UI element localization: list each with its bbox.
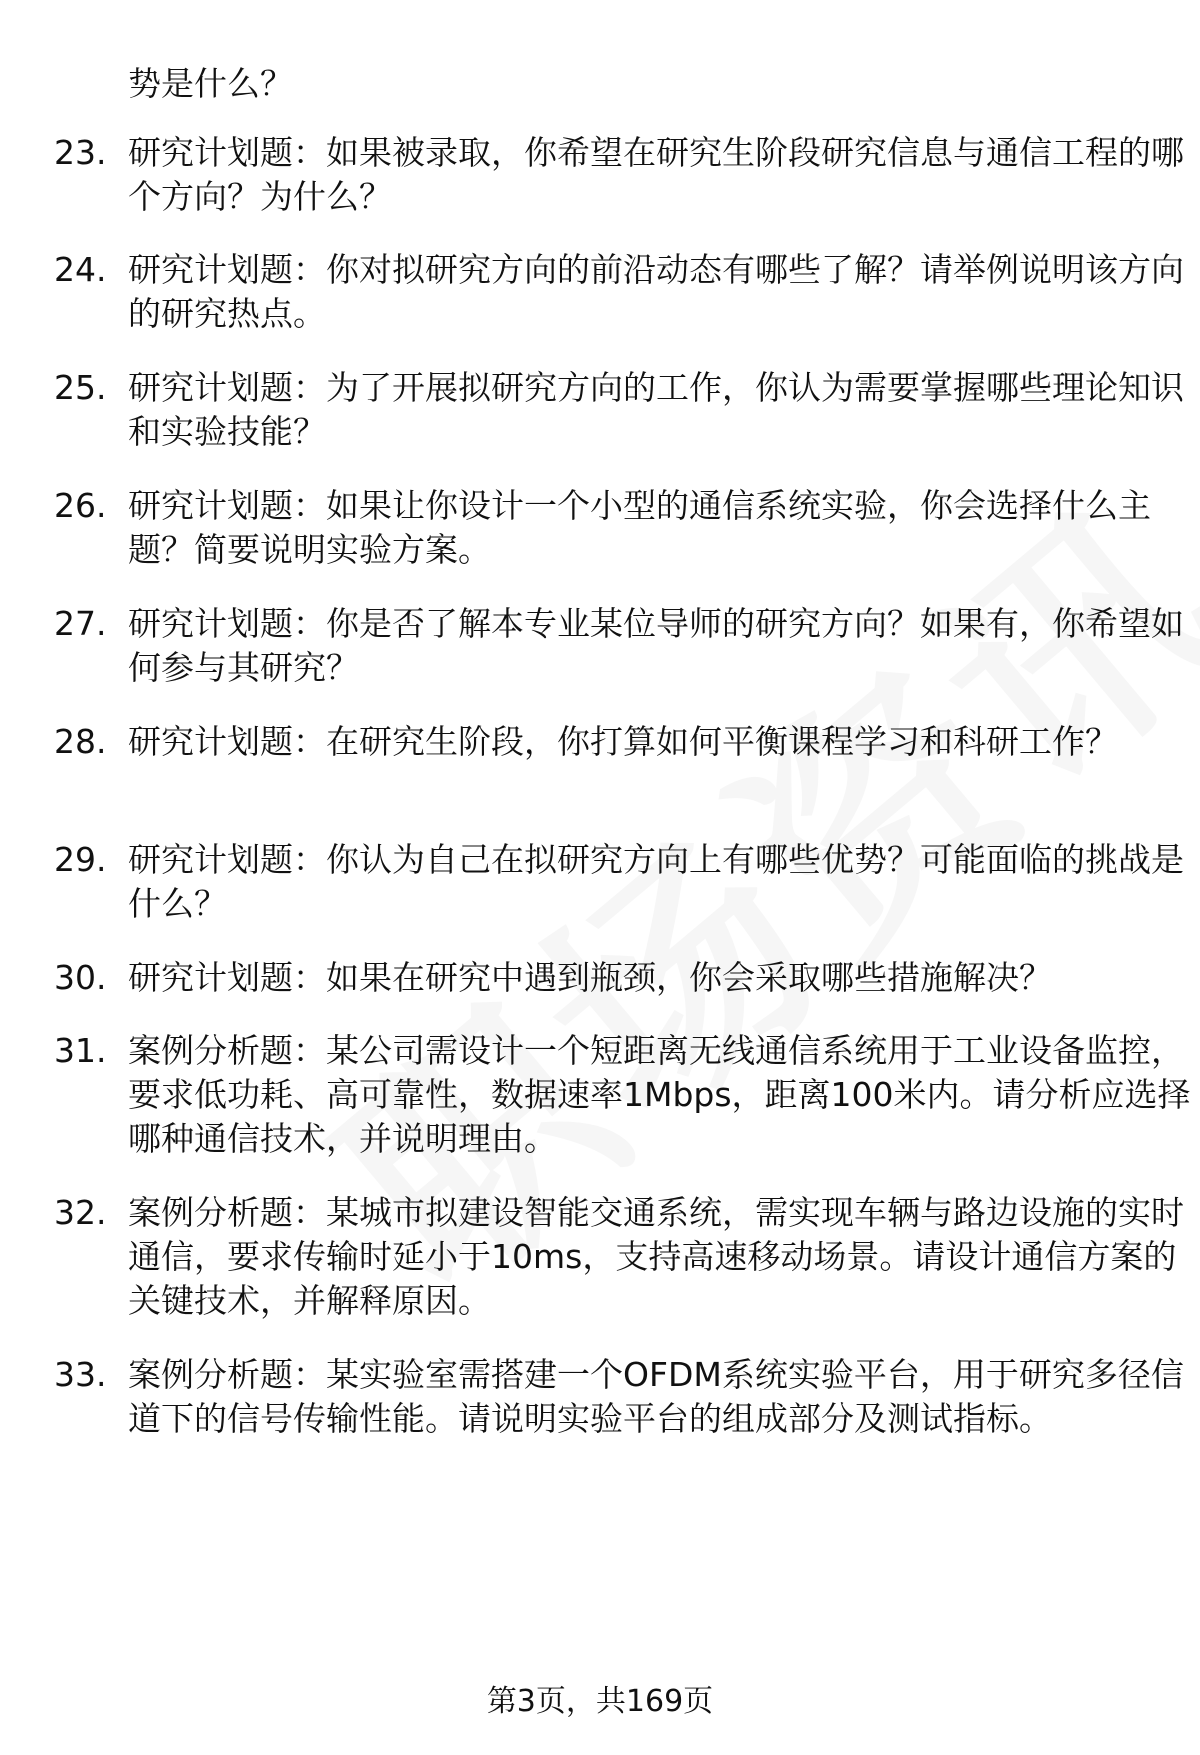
- item-text: 研究计划题：如果让你设计一个小型的通信系统实验，你会选择什么主题？简要说明实验方案。: [128, 486, 1151, 569]
- list-item: [54, 1029, 1191, 1161]
- item-number: 30.: [54, 958, 107, 997]
- item-text: 研究计划题：你对拟研究方向的前沿动态有哪些了解？请举例说明该方向的研究热点。: [128, 250, 1184, 333]
- list-item: [54, 1191, 1184, 1323]
- item-text: 研究计划题：你是否了解本专业某位导师的研究方向？如果有，你希望如何参与其研究？: [128, 604, 1184, 687]
- list-item: [54, 956, 1164, 1000]
- list-item: [54, 1353, 1184, 1441]
- list-item: [54, 62, 1164, 106]
- item-number: 27.: [54, 604, 107, 643]
- item-number: 33.: [54, 1355, 107, 1394]
- item-number: 31.: [54, 1031, 107, 1070]
- item-number: 25.: [54, 368, 107, 407]
- item-number: 28.: [54, 722, 107, 761]
- item-number: 24.: [54, 250, 107, 289]
- list-item: [54, 602, 1184, 690]
- list-item: [54, 248, 1184, 336]
- list-item: [54, 838, 1184, 926]
- list-item: [54, 131, 1184, 219]
- item-text: 研究计划题：如果被录取，你希望在研究生阶段研究信息与通信工程的哪个方向？为什么？: [128, 133, 1184, 216]
- item-text: 研究计划题：你认为自己在拟研究方向上有哪些优势？可能面临的挑战是什么？: [128, 840, 1184, 923]
- item-number: 23.: [54, 133, 107, 172]
- item-text: 研究计划题：在研究生阶段，你打算如何平衡课程学习和科研工作？: [128, 722, 1118, 761]
- list-item: [54, 484, 1164, 572]
- item-number: 29.: [54, 840, 107, 879]
- item-number: 32.: [54, 1193, 107, 1232]
- page-footer: 第3页，共169页: [486, 1684, 714, 1719]
- item-text: 势是什么？: [128, 64, 293, 103]
- list-item: [54, 720, 1164, 764]
- item-number: 26.: [54, 486, 107, 525]
- item-text: 研究计划题：为了开展拟研究方向的工作，你认为需要掌握哪些理论知识和实验技能？: [128, 368, 1184, 451]
- item-text: 案例分析题：某实验室需搭建一个OFDM系统实验平台，用于研究多径信道下的信号传输性能。请说明实验平台的组成部分及测试指标。: [128, 1355, 1184, 1438]
- list-item: [54, 366, 1184, 454]
- item-text: 案例分析题：某公司需设计一个短距离无线通信系统用于工业设备监控，要求低功耗、高可靠性，数据速率1Mbps，距离100米内。请分析应选择哪种通信技术，并说明理由。: [128, 1031, 1191, 1158]
- item-text: 案例分析题：某城市拟建设智能交通系统，需实现车辆与路边设施的实时通信，要求传输时延小于10ms，支持高速移动场景。请设计通信方案的关键技术，并解释原因。: [128, 1193, 1184, 1320]
- item-text: 研究计划题：如果在研究中遇到瓶颈，你会采取哪些措施解决？: [128, 958, 1052, 997]
